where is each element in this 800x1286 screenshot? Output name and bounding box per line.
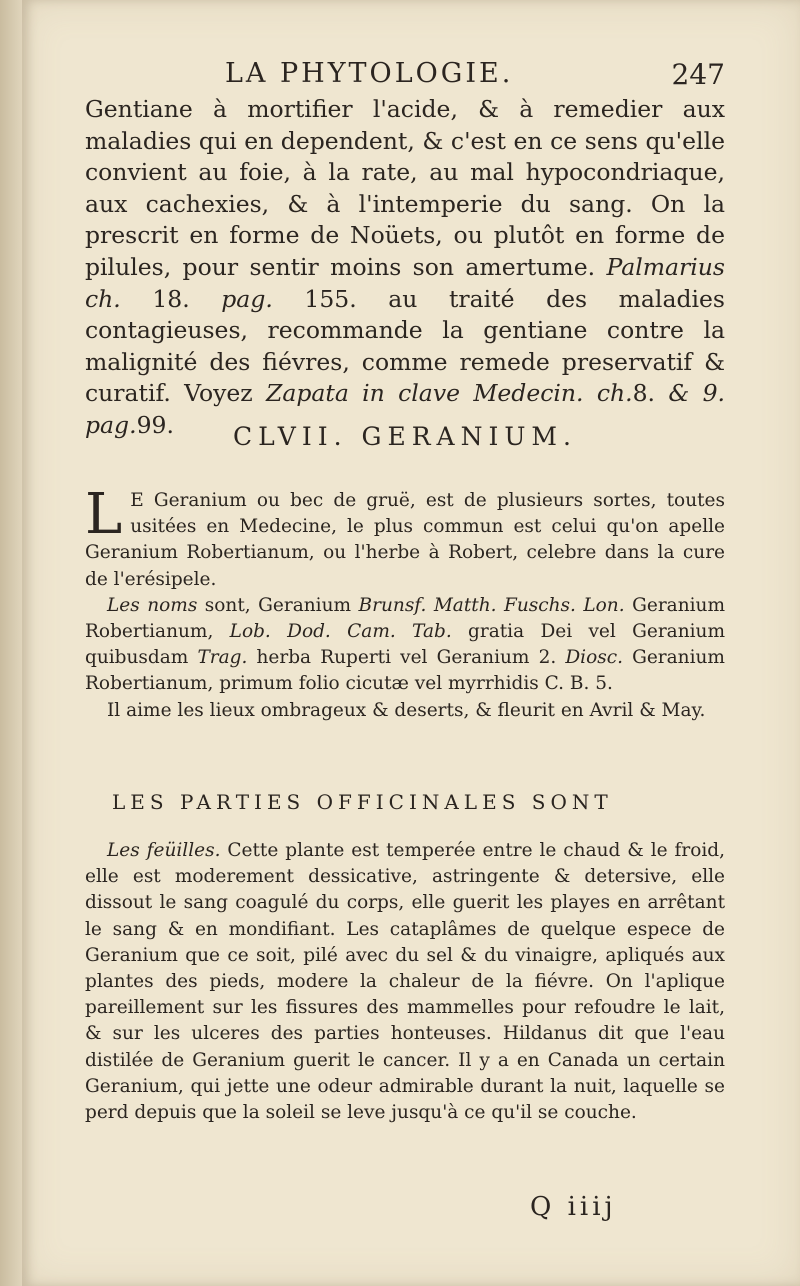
chapter-body xyxy=(85,482,725,724)
paragraph-text: Gentiane à mortifier l'acide, & à remedier aux maladies qui en dependent, & c'est en ce sens qu'elle convient au foie, à la rate, au mal hypocondriaque, aux cachexies, & à l'intemperie du sang. On la prescrit en forme de Noüets, ou plutôt en forme de pilules, pour sentir moins son amertume. xyxy=(85,95,725,281)
running-head: LA PHYTOLOGIE. xyxy=(225,58,514,89)
page-header xyxy=(85,58,725,94)
reference-text: 99. xyxy=(136,410,174,439)
author-italic: Brunsf. Matth. Fuschs. Lon. xyxy=(358,594,625,616)
paragraph-text: herba Ruperti vel Geranium 2. xyxy=(247,647,566,669)
paragraph-text: E Geranium ou bec de gruë, est de plusieurs sortes, toutes usitées en Medecine, le plus commun est celui qu'on apelle Geranium Robertianum, ou l'herbe à Robert, celebre dans la cure de l'erésipele. xyxy=(85,490,725,590)
continued-paragraph xyxy=(85,94,725,442)
paragraph-text: Cette plante est temperée entre le chaud & le froid, elle est moderement dessicative, astringente & detersive, elle dissout le sang coagulé du corps, elle guerit les playes en arrêtant le sang & en mondifiant. Les cataplâmes de quelque espece de Geranium que ce soit, pilé avec du sel & du vinaigre, apliqués aux plantes des pieds, modere la chaleur de la fiévre. On l'aplique pareillement sur les fissures des mammelles pour refoudre le lait, & sur les ulceres des parties honteuses. Hildanus dit que l'eau distilée de Geranium guerit le cancer. Il y a en Canada un certain Geranium, qui jette une odeur admirable durant la nuit, laquelle se perd depuis que la soleil se leve jusqu'à ce qu'il se couche. xyxy=(85,840,725,1124)
section-body xyxy=(85,838,725,1126)
reference-text: 8. xyxy=(632,379,669,408)
paragraph-text: gratia Dei vel Geranium quibusdam xyxy=(85,621,725,669)
book-page xyxy=(22,0,800,1286)
reference-italic: pag. xyxy=(221,284,273,313)
reference-italic: & 9. pag. xyxy=(85,379,726,439)
names-paragraph xyxy=(85,593,725,698)
reference-italic: Zapata in clave Medecin. ch. xyxy=(266,379,633,408)
signature-mark: Q iiij xyxy=(530,1192,617,1222)
paragraph-text: Geranium Robertianum, xyxy=(85,594,725,643)
intro-paragraph xyxy=(85,482,725,593)
names-label: Les noms xyxy=(107,594,198,616)
author-italic: Diosc. xyxy=(565,647,623,669)
paragraph-text: sont, Geranium xyxy=(197,594,359,616)
section-heading: LES PARTIES OFFICINALES SONT xyxy=(112,790,613,814)
author-italic: Lob. Dod. Cam. Tab. xyxy=(229,621,452,643)
drop-cap: L xyxy=(85,482,123,547)
page-number: 247 xyxy=(671,58,725,91)
leaves-paragraph xyxy=(85,838,725,1126)
chapter-title: CLVII. GERANIUM. xyxy=(233,422,577,451)
paragraph-text: 155. au traité des maladies contagieuses, recommande la gentiane contre la malignité des fiévres, comme remede preservatif & curatif. Voyez xyxy=(85,284,725,408)
paragraph-text: Geranium Robertianum, primum folio cicutæ vel myrrhidis C. B. 5. xyxy=(85,647,725,695)
reference-text: 18. xyxy=(120,284,222,313)
habitat-paragraph: Il aime les lieux ombrageux & deserts, & fleurit en Avril & May. xyxy=(107,699,706,721)
book-gutter xyxy=(0,0,22,1286)
author-italic: Trag. xyxy=(197,647,248,669)
reference-italic: Palmarius ch. xyxy=(85,252,725,313)
leaves-label: Les feüilles. xyxy=(107,840,221,861)
